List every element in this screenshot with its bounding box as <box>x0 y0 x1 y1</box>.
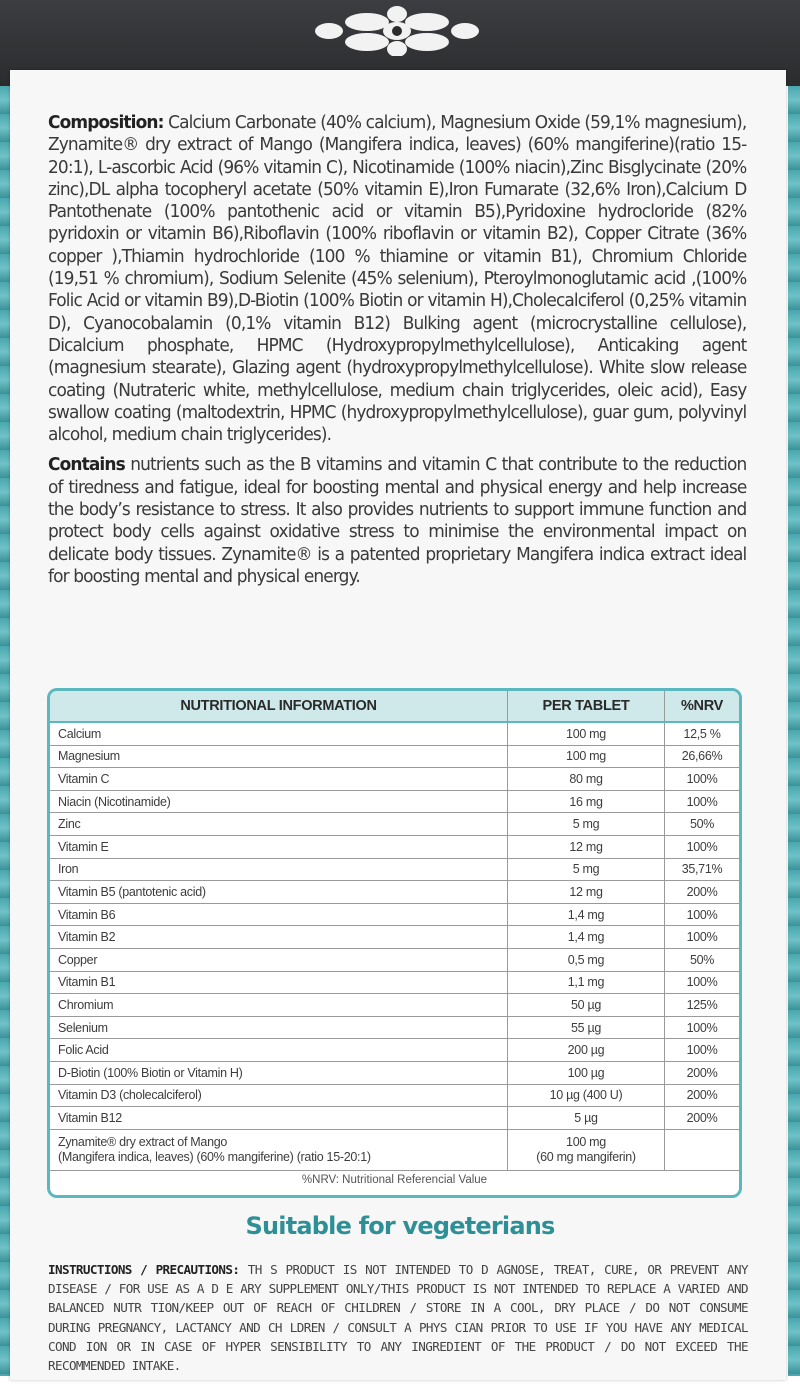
nrv-cell: 200% <box>665 1084 740 1107</box>
table-row <box>50 1039 739 1062</box>
header-nrv: %NRV <box>665 691 740 722</box>
nrv-cell: 200% <box>665 881 740 904</box>
nutrient-name-cell: Calcium <box>50 722 508 745</box>
per-tablet-cell: 10 µg (400 U) <box>508 1084 665 1107</box>
table-row <box>50 813 739 836</box>
table-row <box>50 971 739 994</box>
nrv-cell: 35,71% <box>665 858 740 881</box>
nutrient-name-cell: Zinc <box>50 813 508 836</box>
table-row <box>50 858 739 881</box>
table-row <box>50 994 739 1017</box>
instructions-text: TH S PRODUCT IS NOT INTENDED TO D AGNOSE, TREAT, CURE, OR PREVENT ANY DISEASE / FOR USE AS A D E ARY SUPPLEMENT ONLY/THIS PRODUCT IS NOT INTENDED TO REPLACE A VARIED AND BALANCED NUTR TION/KEEP OUT OF REACH OF CHILDREN / STORE IN A COOL, DRY PLACE / DO NOT CONSUME DURING PREGNANCY, LACTANCY AND CH LDREN / CONSULT A PHYS CIAN PRIOR TO USE IF YOU HAVE ANY MEDICAL COND ION OR IN CASE OF HYPER SENSIBILITY TO ANY INGREDIENT OF THE PRODUCT / DO NOT EXCEED THE RECOMMENDED INTAKE. <box>48 1262 748 1374</box>
table-row <box>50 903 739 926</box>
nrv-footnote: %NRV: Nutritional Referencial Value <box>301 1173 488 1186</box>
per-tablet-cell: 1,4 mg <box>508 926 665 949</box>
nrv-cell: 100% <box>665 971 740 994</box>
per-tablet-cell: 55 µg <box>508 1016 665 1039</box>
nutrient-name-cell: Selenium <box>50 1016 508 1039</box>
nutrient-name-cell: Vitamin B12 <box>50 1107 508 1130</box>
table-row <box>50 1084 739 1107</box>
composition-paragraph <box>48 112 746 446</box>
nutrient-name-cell: Copper <box>50 948 508 971</box>
per-tablet-cell: 50 µg <box>508 994 665 1017</box>
nutrient-name-cell: Vitamin B2 <box>50 926 508 949</box>
nutrient-name-cell: Vitamin B5 (pantotenic acid) <box>50 881 508 904</box>
nrv-cell: 50% <box>665 813 740 836</box>
per-tablet-cell: 12 mg <box>508 835 665 858</box>
nutrient-name-cell: Folic Acid <box>50 1039 508 1062</box>
table-row <box>50 881 739 904</box>
table-row <box>50 745 739 768</box>
nutrient-name-line: Zynamite® dry extract of Mango <box>58 1134 228 1149</box>
nrv-cell <box>665 1129 740 1170</box>
table-row <box>50 948 739 971</box>
per-tablet-cell <box>508 1129 665 1170</box>
per-tablet-cell: 1,4 mg <box>508 903 665 926</box>
nrv-cell: 125% <box>665 994 740 1017</box>
per-tablet-cell: 5 mg <box>508 813 665 836</box>
per-tablet-cell: 80 mg <box>508 768 665 791</box>
table-row <box>50 1107 739 1130</box>
nrv-cell: 100% <box>665 768 740 791</box>
nutrient-name-cell: D-Biotin (100% Biotin or Vitamin H) <box>50 1061 508 1084</box>
contains-paragraph <box>48 454 746 588</box>
nutrient-name-cell: Vitamin E <box>50 835 508 858</box>
per-tablet-line: (60 mg mangiferin) <box>536 1149 636 1164</box>
table-row <box>50 722 739 745</box>
contains-text: nutrients such as the B vitamins and vitamin C that contribute to the reduction of tiredness and fatigue, ideal for boosting mental and physical energy and help increase the body’s resistance to stress. It also provides nutrients to support immune function and protect body cells against oxidative stress to minimise the environmental impact on delicate body tissues. Zynamite® is a patented proprietary Mangifera indica extract ideal for boosting mental and physical energy. <box>48 455 747 587</box>
nrv-cell: 12,5 % <box>665 722 740 745</box>
instructions-label: INSTRUCTIONS / PRECAUTIONS: <box>48 1262 240 1277</box>
header-nutritional-information: NUTRITIONAL INFORMATION <box>50 691 508 722</box>
nutrient-name-line: (Mangifera indica, leaves) (60% mangiferine) (ratio 15-20:1) <box>58 1149 371 1164</box>
table-header-row <box>50 691 739 722</box>
nutrient-name-cell: Vitamin B1 <box>50 971 508 994</box>
nrv-cell: 50% <box>665 948 740 971</box>
nutrient-name-cell: Vitamin D3 (cholecalciferol) <box>50 1084 508 1107</box>
per-tablet-cell: 16 mg <box>508 790 665 813</box>
per-tablet-cell: 200 µg <box>508 1039 665 1062</box>
right-teal-stripe <box>788 86 800 1376</box>
table-row <box>50 768 739 791</box>
composition-text: Calcium Carbonate (40% calcium), Magnesium Oxide (59,1% magnesium), Zynamite® dry extract of Mango (Mangifera indica, leaves) (60% mangiferine)(ratio 15-20:1), L-ascorbic Acid (96% vitamin C), Nicotinamide (100% niacin),Zinc Bisglycinate (20% zinc),DL alpha tocopheryl acetate (50% vitamin E),Iron Fumarate (32,6% Iron),Calcium D Pantothenate (100% pantothenic acid or vitamin B5),Pyridoxine hydrocloride (82% pyridoxin or vitamin B6),Riboflavin (100% riboflavin or vitamin B2), Copper Citrate (36% copper ),Thiamin hydrochloride (100 % thiamine or vitamin B1), Chromium Chloride (19,51 % chromium), Sodium Selenite (45% selenium), Pteroylmonoglutamic acid ,(100% Folic Acid or vitamin B9),D-Biotin (100% Biotin or vitamin H),Cholecalciferol (0,25% vitamin D), Cyanocobalamin (0,1% vitamin B12) Bulking agent (microcrystalline cellulose), Dicalcium phosphate, HPMC (Hydroxypropylmethylcellulose), Anticaking agent (magnesium stearate), Glazing agent (hydroxypropylmethylcellulose). White slow release coating (Nutrateric white, methylcellulose, medium chain triglycerides, oleic acid), Easy swallow coating (maltodextrin, HPMC (hydroxypropylmethylcellulose), guar gum, polyvinyl alcohol, medium chain triglycerides). <box>48 113 747 446</box>
nutrient-name-cell: Magnesium <box>50 745 508 768</box>
nutrient-name-cell: Iron <box>50 858 508 881</box>
nrv-cell: 100% <box>665 790 740 813</box>
nrv-cell: 200% <box>665 1107 740 1130</box>
per-tablet-cell: 1,1 mg <box>508 971 665 994</box>
nutrition-table-frame <box>47 688 742 1198</box>
vegetarian-claim: Suitable for vegeterians <box>245 1212 555 1240</box>
nrv-cell: 100% <box>665 926 740 949</box>
nutrition-table <box>50 691 739 1171</box>
per-tablet-cell: 12 mg <box>508 881 665 904</box>
nrv-cell: 100% <box>665 835 740 858</box>
nutrient-name-cell: Chromium <box>50 994 508 1017</box>
nutrient-name-cell: Niacin (Nicotinamide) <box>50 790 508 813</box>
nrv-cell: 200% <box>665 1061 740 1084</box>
per-tablet-cell: 5 mg <box>508 858 665 881</box>
header-per-tablet: PER TABLET <box>508 691 665 722</box>
per-tablet-cell: 5 µg <box>508 1107 665 1130</box>
contains-label: Contains <box>48 455 125 476</box>
per-tablet-cell: 0,5 mg <box>508 948 665 971</box>
instructions-paragraph <box>48 1260 748 1375</box>
per-tablet-cell: 100 µg <box>508 1061 665 1084</box>
nutrient-name-cell: Vitamin C <box>50 768 508 791</box>
per-tablet-cell: 100 mg <box>508 722 665 745</box>
table-row <box>50 835 739 858</box>
per-tablet-cell: 100 mg <box>508 745 665 768</box>
nutrient-name-cell: Vitamin B6 <box>50 903 508 926</box>
table-row <box>50 790 739 813</box>
flower-logo-icon <box>305 6 490 56</box>
nrv-cell: 100% <box>665 1016 740 1039</box>
table-row <box>50 1016 739 1039</box>
table-row <box>50 1061 739 1084</box>
nrv-cell: 100% <box>665 1039 740 1062</box>
label-content <box>48 112 748 596</box>
per-tablet-line: 100 mg <box>566 1134 606 1149</box>
nrv-cell: 100% <box>665 903 740 926</box>
nutrition-table-body <box>50 722 739 1170</box>
nrv-cell: 26,66% <box>665 745 740 768</box>
nutrient-name-cell <box>50 1129 508 1170</box>
table-row <box>50 1129 739 1170</box>
composition-label: Composition: <box>48 113 164 133</box>
table-row <box>50 926 739 949</box>
